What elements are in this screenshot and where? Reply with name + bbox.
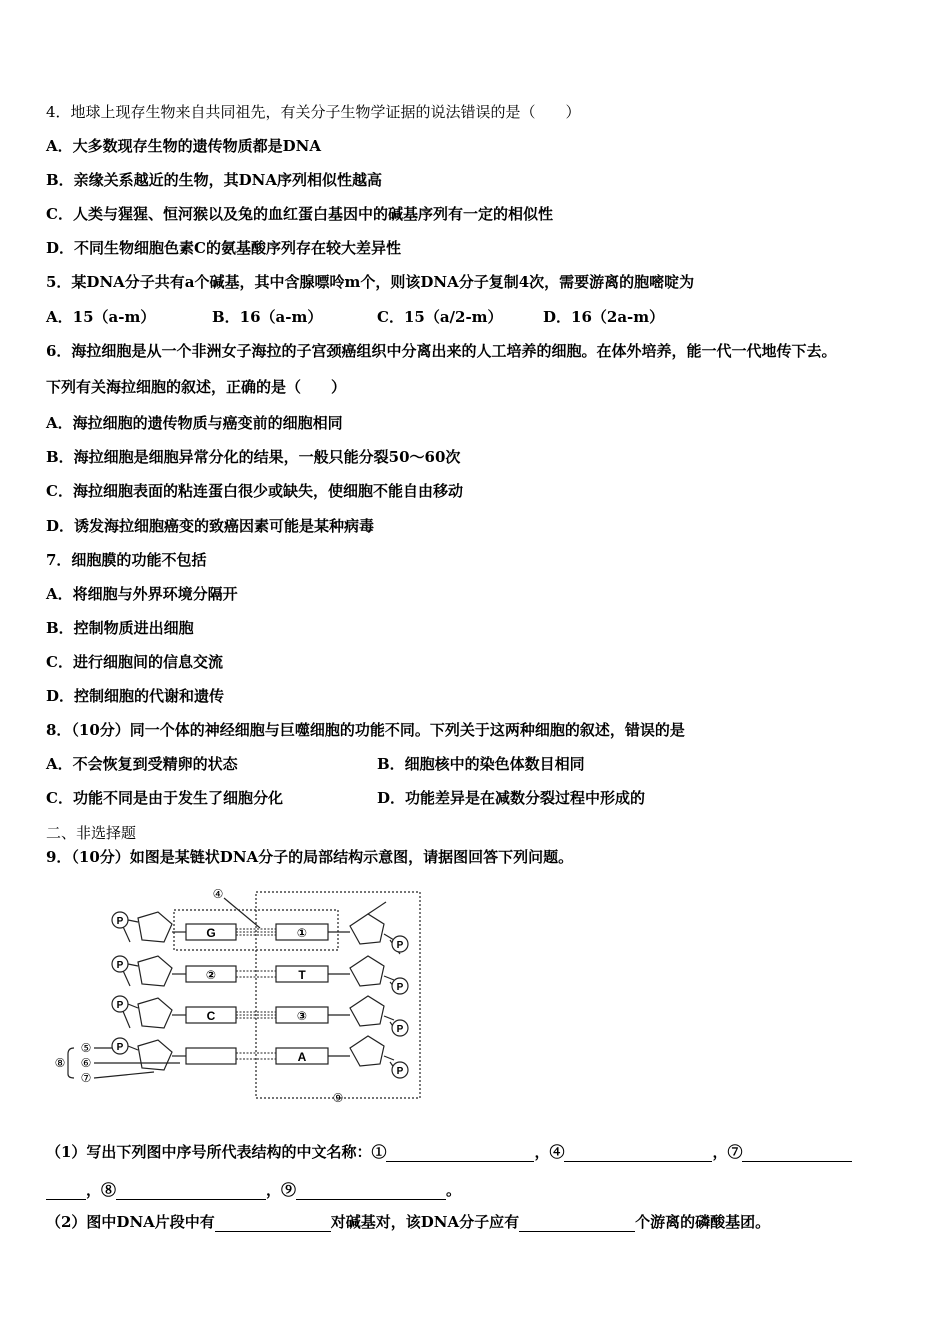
base-right-1: ① <box>296 926 308 940</box>
q6-stem-line1: 6．海拉细胞是从一个非洲女子海拉的子宫颈癌组织中分离出来的人工培养的细胞。在体外培养，能一代一代地传下去。 <box>46 342 837 360</box>
dna-structure-diagram <box>50 882 430 1108</box>
q7-option-a: A．将细胞与外界环境分隔开 <box>46 585 238 603</box>
q4-option-b: B．亲缘关系越近的生物，其DNA序列相似性越高 <box>46 171 383 189</box>
q8-option-a: A．不会恢复到受精卵的状态 <box>46 755 238 773</box>
q8-option-c: C．功能不同是由于发生了细胞分化 <box>46 789 283 807</box>
base-right-4: A <box>297 1050 307 1064</box>
label-6: ⑥ <box>80 1056 92 1070</box>
q6-option-b: B．海拉细胞是细胞异常分化的结果，一般只能分裂50～60次 <box>46 448 461 466</box>
q8-stem: 8．（10分）同一个体的神经细胞与巨噬细胞的功能不同。下列关于这两种细胞的叙述，错误的是 <box>46 721 685 739</box>
q8-option-b: B．细胞核中的染色体数目相同 <box>377 755 585 773</box>
q9-part1-line1 <box>46 1142 852 1162</box>
q4-option-d: D．不同生物细胞色素C的氨基酸序列存在较大差异性 <box>46 239 401 257</box>
q5-option-a: A．15（a-m） <box>46 308 156 326</box>
q4-option-c: C．人类与猩猩、恒河猴以及兔的血红蛋白基因中的碱基序列有一定的相似性 <box>46 205 553 223</box>
base-right-3: ③ <box>296 1009 308 1023</box>
q9-part1-sep7: ，⑦ <box>712 1143 743 1161</box>
q4-option-a: A．大多数现存生物的遗传物质都是DNA <box>46 137 321 155</box>
q9-part2 <box>46 1212 770 1232</box>
q9-part1-sep4: ，④ <box>534 1143 565 1161</box>
base-right-2: T <box>298 968 306 982</box>
base-left-1: G <box>206 926 216 940</box>
q9-stem: 9．（10分）如图是某链状DNA分子的局部结构示意图，请据图回答下列问题。 <box>46 848 574 866</box>
q6-option-c: C．海拉细胞表面的粘连蛋白很少或缺失，使细胞不能自由移动 <box>46 482 463 500</box>
q6-stem-line2: 下列有关海拉细胞的叙述，正确的是（ ） <box>46 378 347 396</box>
q5-option-c: C．15（a/2-m） <box>377 308 503 326</box>
label-9: ⑨ <box>332 1091 344 1105</box>
q9-part1-end: 。 <box>446 1181 462 1199</box>
phosphate-label: P <box>396 1024 404 1035</box>
section-heading: 二、非选择题 <box>46 824 137 842</box>
phosphate-label: P <box>116 960 124 971</box>
q4-stem: 4．地球上现存生物来自共同祖先，有关分子生物学证据的说法错误的是（ ） <box>46 103 581 121</box>
q8-option-d: D．功能差异是在减数分裂过程中形成的 <box>377 789 646 807</box>
q9-part1-sep9: ，⑨ <box>266 1181 297 1199</box>
q9-part1-line2 <box>46 1180 461 1200</box>
answer-blank-1[interactable] <box>386 1145 534 1162</box>
q9-part2-end: 个游离的磷酸基团。 <box>635 1213 771 1231</box>
base-left-3: C <box>206 1009 216 1023</box>
answer-blank-4[interactable] <box>564 1145 712 1162</box>
answer-blank-pairs[interactable] <box>215 1215 331 1232</box>
label-5: ⑤ <box>80 1041 92 1055</box>
q6-option-a: A．海拉细胞的遗传物质与癌变前的细胞相同 <box>46 414 343 432</box>
q9-part2-middle: 对碱基对，该DNA分子应有 <box>330 1213 520 1231</box>
answer-blank-7a[interactable] <box>742 1145 852 1162</box>
label-7: ⑦ <box>80 1071 92 1085</box>
q7-stem: 7．细胞膜的功能不包括 <box>46 551 207 569</box>
q7-option-b: B．控制物质进出细胞 <box>46 619 194 637</box>
q9-part2-prefix: （2）图中DNA片段中有 <box>46 1213 215 1231</box>
answer-blank-9[interactable] <box>296 1183 446 1200</box>
label-8: ⑧ <box>54 1056 66 1070</box>
base-left-2: ② <box>205 968 217 982</box>
q7-option-d: D．控制细胞的代谢和遗传 <box>46 687 225 705</box>
phosphate-label: P <box>116 1000 124 1011</box>
answer-blank-7b[interactable] <box>46 1183 86 1200</box>
answer-blank-8[interactable] <box>116 1183 266 1200</box>
q5-option-b: B．16（a-m） <box>212 308 323 326</box>
q9-part1-sep8: ，⑧ <box>86 1181 117 1199</box>
phosphate-label: P <box>396 982 404 993</box>
q7-option-c: C．进行细胞间的信息交流 <box>46 653 223 671</box>
phosphate-label: P <box>116 1042 124 1053</box>
q9-part1-prefix: （1）写出下列图中序号所代表结构的中文名称：① <box>46 1143 387 1161</box>
answer-blank-phosphate[interactable] <box>519 1215 635 1232</box>
q6-option-d: D．诱发海拉细胞癌变的致癌因素可能是某种病毒 <box>46 517 375 535</box>
label-4: ④ <box>212 887 224 901</box>
q5-stem: 5．某DNA分子共有a个碱基，其中含腺嘌呤m个，则该DNA分子复制4次，需要游离的胞嘧啶为 <box>46 273 695 291</box>
phosphate-label: P <box>116 916 124 927</box>
q5-option-d: D．16（2a-m） <box>543 308 665 326</box>
phosphate-label: P <box>396 1066 404 1077</box>
phosphate-label: P <box>396 940 404 951</box>
